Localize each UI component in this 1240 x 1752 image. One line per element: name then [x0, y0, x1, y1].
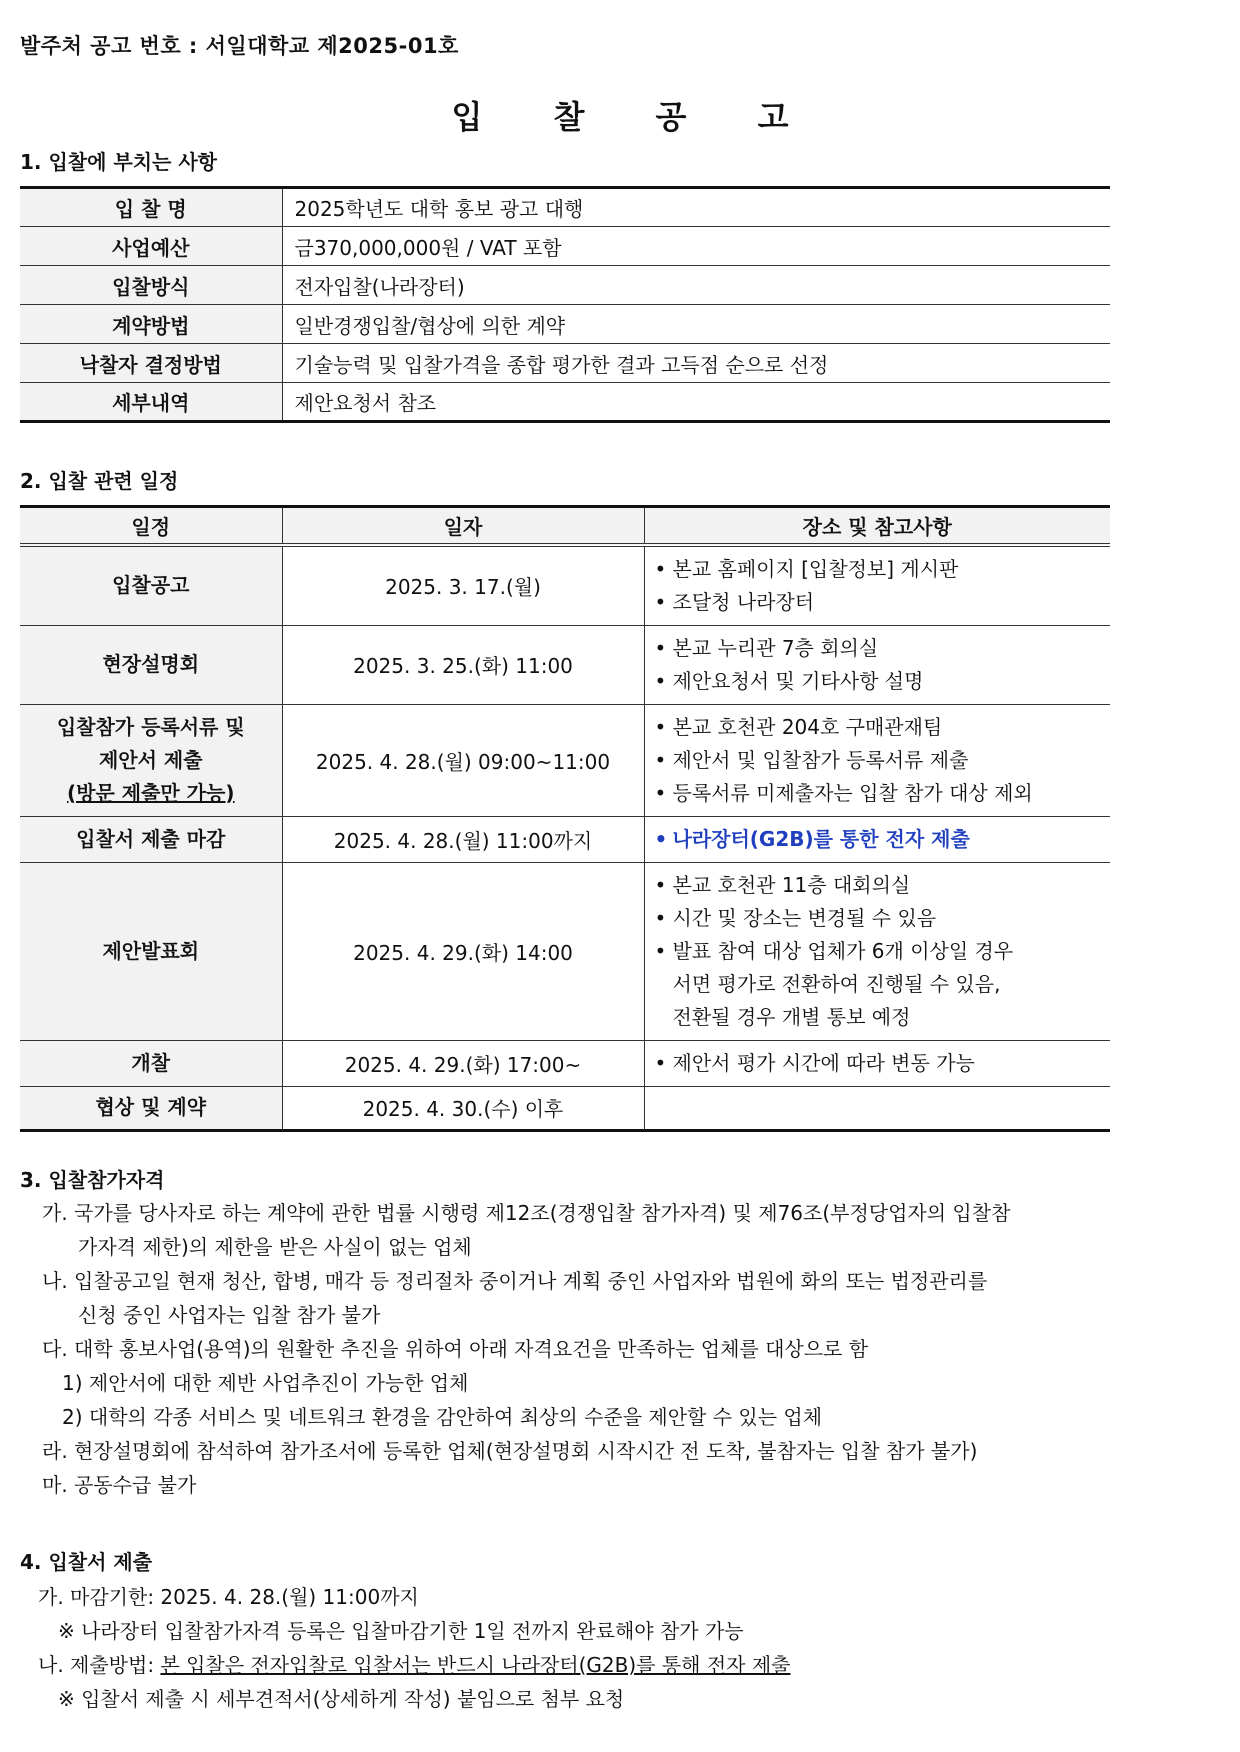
column-header: 장소 및 참고사항	[644, 507, 1110, 545]
qualification-item-continued: 신청 중인 사업자는 입찰 참가 불가	[78, 1303, 381, 1327]
schedule-notes	[644, 545, 1110, 626]
qualification-item: 나. 입찰공고일 현재 청산, 합병, 매각 등 정리절차 중이거나 계획 중인 사업자와 법원에 화의 또는 법정관리를	[42, 1269, 988, 1293]
stage-line: 협상 및 계약	[95, 1095, 207, 1119]
note-text: 본교 홈페이지 [입찰정보] 게시판	[672, 556, 959, 581]
row-value: 전자입찰(나라장터)	[282, 266, 1110, 305]
schedule-date: 2025. 4. 29.(화) 17:00~	[282, 1040, 644, 1086]
qualification-item: 다. 대학 홍보사업(용역)의 원활한 추진을 위하여 아래 자격요건을 만족하는 업체를 대상으로 함	[42, 1337, 869, 1361]
stage-line: 제안서 제출	[98, 747, 203, 772]
table-row	[20, 227, 1110, 266]
qualification-item: 가. 국가를 당사자로 하는 계약에 관한 법률 시행령 제12조(경쟁입찰 참가자격) 및 제76조(부정당업자의 입찰참	[42, 1201, 1011, 1225]
table-row	[20, 383, 1110, 422]
note-text: 본교 누리관 7층 회의실	[672, 635, 879, 660]
schedule-stage	[20, 1086, 282, 1130]
note-text: 시간 및 장소는 변경될 수 있음	[672, 905, 937, 930]
schedule-stage	[20, 862, 282, 1040]
schedule-date: 2025. 4. 28.(월) 11:00까지	[282, 816, 644, 862]
qualification-subitem: 2) 대학의 각종 서비스 및 네트워크 환경을 감안하여 최상의 수준을 제안할 수 있는 업체	[62, 1405, 823, 1429]
schedule-date: 2025. 4. 30.(수) 이후	[282, 1086, 644, 1130]
stage-line: 입찰공고	[112, 573, 190, 597]
schedule-date: 2025. 4. 29.(화) 14:00	[282, 862, 644, 1040]
section1-title: 1. 입찰에 부치는 사항	[20, 150, 217, 174]
schedule-date: 2025. 3. 25.(화) 11:00	[282, 625, 644, 704]
row-value: 금370,000,000원 / VAT 포함	[282, 227, 1110, 266]
stage-line: 제안발표회	[102, 938, 200, 963]
table-row	[20, 862, 1110, 1040]
list-item-continued	[655, 968, 1101, 1001]
table-header-row	[20, 507, 1110, 545]
deadline-note: ※ 나라장터 입찰참가자격 등록은 입찰마감기한 1일 전까지 완료해야 참가 가능	[58, 1619, 744, 1643]
notice-number: 발주처 공고 번호 : 서일대학교 제2025-01호	[20, 34, 459, 58]
method-value: 본 입찰은 전자입찰로 입찰서는 반드시 나라장터(G2B)를 통해 전자 제출	[160, 1653, 791, 1677]
schedule-notes	[644, 1040, 1110, 1086]
list-item: • 나라장터(G2B)를 통한 전자 제출	[655, 823, 1101, 856]
schedule-notes	[644, 625, 1110, 704]
schedule-stage	[20, 816, 282, 862]
row-value: 일반경쟁입찰/협상에 의한 계약	[282, 305, 1110, 344]
qualification-item-continued: 가자격 제한)의 제한을 받은 사실이 없는 업체	[78, 1235, 472, 1259]
note-text: 전환될 경우 개별 통보 예정	[672, 1004, 911, 1029]
section4-title: 4. 입찰서 제출	[20, 1550, 153, 1574]
stage-line: 입찰서 제출 마감	[76, 826, 226, 851]
row-value: 2025학년도 대학 홍보 광고 대행	[282, 188, 1110, 227]
list-item: • 제안서 평가 시간에 따라 변동 가능	[655, 1047, 1101, 1080]
table-row	[20, 625, 1110, 704]
row-label: 계약방법	[20, 305, 282, 344]
note-text: 제안요청서 및 기타사항 설명	[672, 668, 924, 693]
note-text: 제안서 평가 시간에 따라 변동 가능	[672, 1050, 975, 1075]
table-row	[20, 704, 1110, 816]
list-item: • 제안요청서 및 기타사항 설명	[655, 665, 1101, 698]
column-header: 일자	[282, 507, 644, 545]
column-header: 일정	[20, 507, 282, 545]
note-text: 나라장터(G2B)를 통한 전자 제출	[672, 826, 970, 851]
list-item: • 조달청 나라장터	[655, 586, 1101, 619]
list-item: • 발표 참여 대상 업체가 6개 이상일 경우	[655, 935, 1101, 968]
note-text: 조달청 나라장터	[672, 589, 815, 614]
qualification-item: 마. 공동수급 불가	[42, 1473, 197, 1497]
stage-line: 현장설명회	[102, 652, 200, 676]
list-item: • 시간 및 장소는 변경될 수 있음	[655, 902, 1101, 935]
row-label: 입찰방식	[20, 266, 282, 305]
row-value: 제안요청서 참조	[282, 383, 1110, 422]
note-text: 서면 평가로 전환하여 진행될 수 있음,	[672, 971, 1001, 996]
method-note: ※ 입찰서 제출 시 세부견적서(상세하게 작성) 붙임으로 첨부 요청	[58, 1687, 625, 1711]
table-row	[20, 1040, 1110, 1086]
qualification-item: 라. 현장설명회에 참석하여 참가조서에 등록한 업체(현장설명회 시작시간 전 도착, 불참자는 입찰 참가 불가)	[42, 1439, 978, 1463]
row-label: 세부내역	[20, 383, 282, 422]
note-text: 등록서류 미제출자는 입찰 참가 대상 제외	[672, 780, 1033, 805]
section3-title: 3. 입찰참가자격	[20, 1168, 165, 1192]
list-item: • 본교 호천관 11층 대회의실	[655, 869, 1101, 902]
note-text: 제안서 및 입찰참가 등록서류 제출	[672, 747, 969, 772]
note-text: 본교 호천관 204호 구매관재팀	[672, 714, 943, 739]
schedule-stage	[20, 1040, 282, 1086]
qualification-subitem: 1) 제안서에 대한 제반 사업추진이 가능한 업체	[62, 1371, 469, 1395]
bid-summary-table	[20, 186, 1110, 423]
table-row	[20, 266, 1110, 305]
row-label: 낙찰자 결정방법	[20, 344, 282, 383]
schedule-date: 2025. 4. 28.(월) 09:00~11:00	[282, 704, 644, 816]
schedule-notes	[644, 704, 1110, 816]
stage-line: 개찰	[131, 1050, 171, 1075]
table-row	[20, 188, 1110, 227]
row-label: 사업예산	[20, 227, 282, 266]
page-title: 입 찰 공 고	[451, 98, 819, 136]
schedule-stage	[20, 545, 282, 626]
method-label: 나. 제출방법:	[38, 1653, 161, 1677]
table-row	[20, 305, 1110, 344]
list-item: • 본교 호천관 204호 구매관재팀	[655, 711, 1101, 744]
list-item: • 본교 누리관 7층 회의실	[655, 632, 1101, 665]
row-value: 기술능력 및 입찰가격을 종합 평가한 결과 고득점 순으로 선정	[282, 344, 1110, 383]
table-row	[20, 816, 1110, 862]
table-row	[20, 344, 1110, 383]
deadline-text: 가. 마감기한: 2025. 4. 28.(월) 11:00까지	[38, 1585, 419, 1609]
schedule-notes	[644, 1086, 1110, 1130]
schedule-stage	[20, 704, 282, 816]
table-row	[20, 1086, 1110, 1130]
stage-line: 입찰참가 등록서류 및	[56, 714, 245, 739]
schedule-table	[20, 505, 1110, 1132]
table-row	[20, 545, 1110, 626]
schedule-notes	[644, 862, 1110, 1040]
list-item: • 등록서류 미제출자는 입찰 참가 대상 제외	[655, 777, 1101, 810]
note-text: 발표 참여 대상 업체가 6개 이상일 경우	[672, 938, 1014, 963]
list-item: • 본교 홈페이지 [입찰정보] 게시판	[655, 553, 1101, 586]
stage-line: (방문 제출만 가능)	[67, 780, 235, 805]
list-item: • 제안서 및 입찰참가 등록서류 제출	[655, 744, 1101, 777]
schedule-date: 2025. 3. 17.(월)	[282, 545, 644, 626]
note-text: 본교 호천관 11층 대회의실	[672, 872, 911, 897]
schedule-stage	[20, 625, 282, 704]
list-item-continued	[655, 1001, 1101, 1034]
schedule-notes	[644, 816, 1110, 862]
row-label: 입 찰 명	[20, 188, 282, 227]
submission-method	[38, 1648, 790, 1682]
section2-title: 2. 입찰 관련 일정	[20, 469, 179, 493]
